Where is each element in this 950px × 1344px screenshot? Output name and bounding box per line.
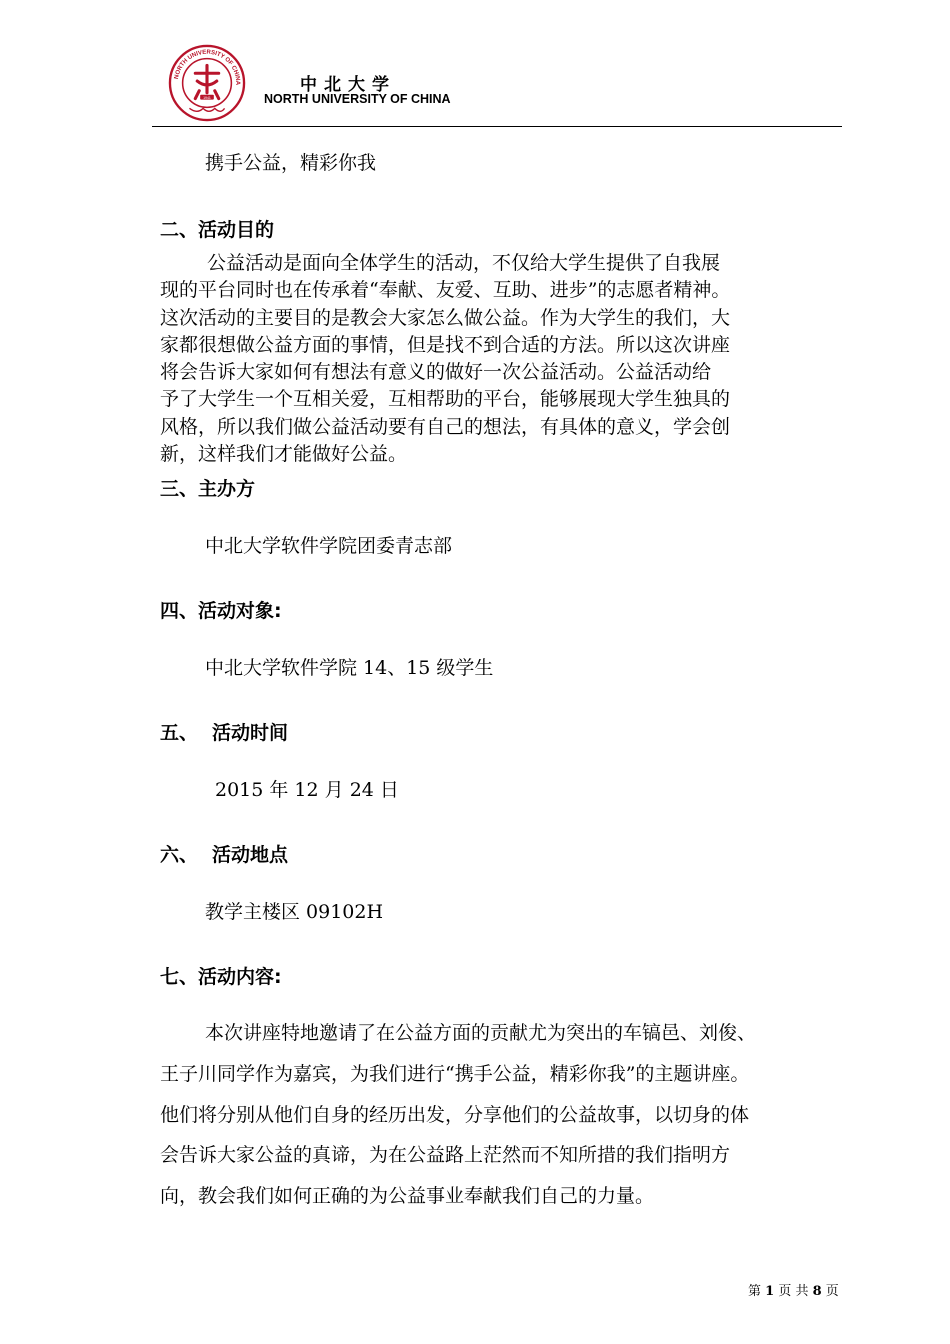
svg-text:1941: 1941 xyxy=(203,95,211,100)
location-text: 教学主楼区 09102H xyxy=(205,901,384,923)
current-page: 1 xyxy=(765,1284,775,1299)
paragraph-line: 会告诉大家公益的真谛，为在公益路上茫然而不知所措的我们指明方 xyxy=(160,1144,731,1167)
paragraph-line: 他们将分别从他们自身的经历出发，分享他们的公益故事，以切身的体 xyxy=(160,1103,750,1126)
heading-label: 活动时间 xyxy=(212,722,289,744)
heading-number: 六、 xyxy=(160,844,199,866)
paragraph-line: 风格，所以我们做公益活动要有自己的想法，有具体的意义，学会创 xyxy=(160,415,731,438)
paragraph-line: 王子川同学作为嘉宾，为我们进行“携手公益，精彩你我”的主题讲座。 xyxy=(160,1062,750,1085)
paragraph-line: 将会告诉大家如何有想法有意义的做好一次公益活动。公益活动给 xyxy=(160,361,712,384)
paragraph-line: 公益活动是面向全体学生的活动，不仅给大学生提供了自我展 xyxy=(207,252,721,274)
header-divider xyxy=(152,126,842,127)
footer-suffix: 页 xyxy=(821,1284,839,1299)
audience-text: 中北大学软件学院 14、15 级学生 xyxy=(205,657,494,679)
heading-location xyxy=(160,840,288,867)
footer-middle: 页 共 xyxy=(774,1284,813,1299)
time-text: 2015 年 12 月 24 日 xyxy=(215,779,399,801)
paragraph-line: 新，这样我们才能做好公益。 xyxy=(160,443,408,466)
heading-time xyxy=(160,718,288,745)
organizer-text: 中北大学软件学院团委青志部 xyxy=(205,535,453,557)
heading-audience: 四、活动对象: xyxy=(160,600,282,622)
paragraph-line: 向，教会我们如何正确的为公益事业奉献我们自己的力量。 xyxy=(160,1185,655,1208)
total-pages: 8 xyxy=(812,1284,822,1299)
paragraph-line: 现的平台同时也在传承着“奉献、友爱、互助、进步”的志愿者精神。 xyxy=(160,279,731,302)
page-header xyxy=(0,0,950,130)
paragraph-line: 本次讲座特地邀请了在公益方面的贡献尤为突出的车镐邑、刘俊、 xyxy=(205,1022,757,1044)
page-number-footer xyxy=(748,1280,839,1299)
footer-prefix: 第 xyxy=(748,1284,766,1299)
university-name-en: NORTH UNIVERSITY OF CHINA xyxy=(264,92,451,106)
university-name-cn: 中北大学 xyxy=(300,75,396,95)
svg-text:NORTH UNIVERSITY OF CHINA: NORTH UNIVERSITY OF CHINA xyxy=(173,49,241,86)
paragraph-line: 予了大学生一个互相关爱，互相帮助的平台，能够展现大学生独具的 xyxy=(160,388,731,411)
slogan: 携手公益，精彩你我 xyxy=(205,152,377,174)
purpose-paragraph xyxy=(160,250,850,468)
content-paragraph xyxy=(160,1013,850,1217)
heading-number: 五、 xyxy=(160,722,199,744)
heading-organizer: 三、主办方 xyxy=(160,478,256,500)
heading-purpose: 二、活动目的 xyxy=(160,219,275,241)
paragraph-line: 家都很想做公益方面的事情，但是找不到合适的方法。所以这次讲座 xyxy=(160,333,731,356)
university-seal-logo xyxy=(168,44,246,122)
heading-label: 活动地点 xyxy=(212,844,289,866)
paragraph-line: 这次活动的主要目的是教会大家怎么做公益。作为大学生的我们，大 xyxy=(160,306,731,329)
heading-content: 七、活动内容: xyxy=(160,966,282,988)
